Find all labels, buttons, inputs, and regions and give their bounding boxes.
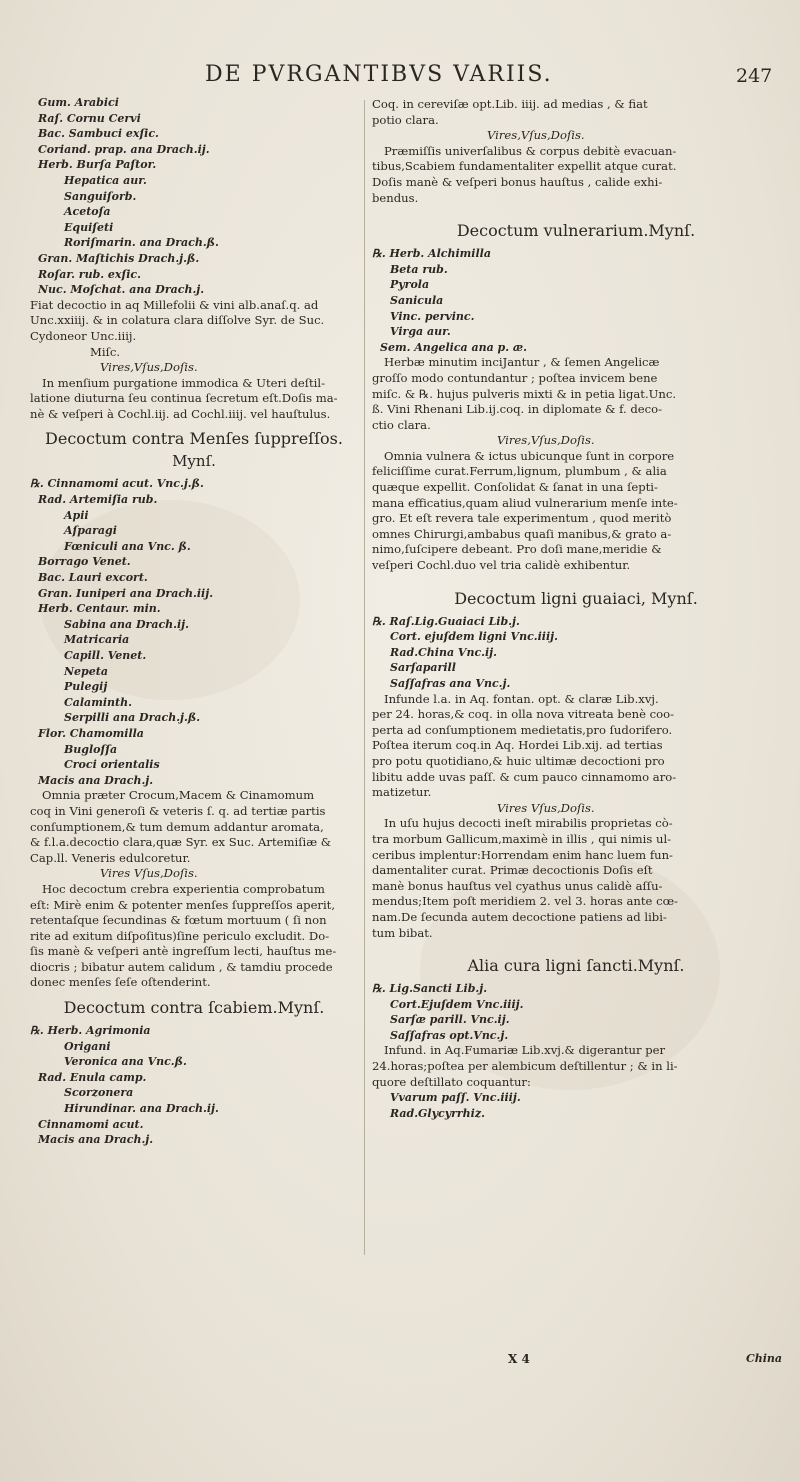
- paragraph: [30, 882, 358, 991]
- subheading: Vires,Vſus,Doſis.: [497, 433, 595, 448]
- ingredient: Virga aur.: [390, 325, 451, 339]
- ingredient: ℞. Lig.Sancti Lib.j.: [372, 982, 488, 996]
- text-line: bendus.: [372, 190, 419, 205]
- subheading: Vires Vſus,Doſis.: [100, 866, 198, 881]
- ingredient: Bugloſſa: [64, 742, 118, 756]
- recipe-list: [30, 476, 358, 788]
- text-line: In uſu hujus decocti ineſt mirabilis proprietas cò-: [384, 816, 673, 831]
- ingredient: Macis ana Drach.j.: [38, 773, 154, 787]
- subheading: Vires,Vſus,Doſis.: [487, 128, 585, 143]
- text-line: Fiat decoctio in aq Millefolii & vini alb.anaſ.q. ad: [30, 297, 319, 312]
- ingredient: Herb. Burſa Paſtor.: [38, 158, 157, 172]
- recipe-list: [372, 981, 780, 1043]
- ingredient: Flor. Chamomilla: [38, 726, 144, 740]
- preparation-text: [30, 298, 358, 360]
- column-divider: [364, 100, 365, 1255]
- page-number: 247: [736, 65, 773, 87]
- ingredient: Origani: [64, 1039, 111, 1053]
- text-line: perta ad conſumptionem medietatis,pro ſudorifero.: [372, 722, 673, 737]
- text-line: Infund. in Aq.Fumariæ Lib.xvj.& digerantur per: [384, 1043, 666, 1058]
- ingredient: Gran. Iuniperi ana Drach.iij.: [38, 586, 214, 600]
- section-heading: Alia cura ligni ſancti.Mynſ.: [467, 956, 685, 976]
- recipe-list: [372, 246, 780, 355]
- text-line: rite ad exitum diſpoſitus)ſine periculo excludit. Do-: [30, 928, 330, 943]
- ingredient: Vinc. pervinc.: [390, 309, 475, 323]
- ingredient: Pulegij: [64, 680, 108, 694]
- ingredient: ℞. Raſ.Lig.Guaiaci Lib.j.: [372, 614, 520, 628]
- ingredient: Beta rub.: [390, 262, 448, 276]
- subheading: Vires,Vſus,Doſis.: [100, 360, 198, 375]
- text-line: ſis manè & veſperi antè ingreſſum lecti, hauſtus me-: [30, 944, 337, 959]
- ingredient: Calaminth.: [64, 695, 132, 709]
- text-line: Herbæ minutim inciJantur , & ſemen Angelicæ: [384, 355, 660, 370]
- text-line: Cydoneor Unc.iiij.: [30, 328, 137, 343]
- paragraph: [372, 816, 780, 941]
- text-line: pro potu quotidiano,& huic ultimæ decoctioni pro: [372, 753, 665, 768]
- text-line: conſumptionem,& tum demum addantur aromata,: [30, 819, 324, 834]
- recipe-list: [30, 1023, 358, 1148]
- text-line: Infunde l.a. in Aq. fontan. opt. & claræ Lib.xvj.: [384, 691, 659, 706]
- text-line: Omnia præter Crocum,Macem & Cinamomum: [42, 788, 315, 803]
- text-line: quæque expellit. Conſolidat & ſanat in una ſepti-: [372, 480, 658, 495]
- ingredient: Cort. ejuſdem ligni Vnc.iiij.: [390, 630, 558, 644]
- ingredient: Sem. Angelica ana p. æ.: [380, 340, 527, 354]
- text-line: Doſis manè & veſperi bonus hauſtus , calide exhi-: [372, 174, 663, 189]
- ingredient: Pyrola: [390, 278, 430, 292]
- ingredient: Acetoſa: [64, 205, 111, 219]
- section-heading: Decoctum vulnerarium.Mynſ.: [456, 221, 696, 241]
- ingredient: Aſparagi: [64, 524, 117, 538]
- ingredient: Bac. Sambuci exſic.: [38, 127, 159, 141]
- text-line: latione diuturna ſeu continua ſecretum eſt.Doſis ma-: [30, 391, 338, 406]
- text-line: Hoc decoctum crebra experientia comprobatum: [42, 881, 325, 896]
- ingredient: Nuc. Moſchat. ana Drach.j.: [38, 283, 205, 297]
- ingredient: Veronica ana Vnc.ß.: [64, 1055, 187, 1069]
- section-heading: Decoctum contra Menſes ſuppreſſos.: [45, 429, 343, 449]
- ingredient: Sabina ana Drach.ij.: [64, 617, 189, 631]
- text-line: Miſc.: [90, 344, 121, 359]
- ingredient: Croci orientalis: [64, 758, 160, 772]
- text-line: ß. Vini Rhenani Lib.ij.coq. in diplomate & f. deco-: [372, 402, 663, 417]
- ingredient: Equiſeti: [64, 220, 114, 234]
- text-line: retentaſque ſecundinas & fœtum mortuum ( ſi non: [30, 913, 327, 928]
- ingredient: ℞. Cinnamomi acut. Vnc.j.ß.: [30, 477, 204, 491]
- text-line: Cap.ll. Veneris edulcoretur.: [30, 850, 191, 865]
- ingredient: Rad.China Vnc.ij.: [390, 645, 497, 659]
- ingredient: Cort.Ejuſdem Vnc.iiij.: [390, 997, 524, 1011]
- text-line: omnes Chirurgi,ambabus quaſi manibus,& grato a-: [372, 526, 672, 541]
- text-line: tra morbum Gallicum,maximè in illis , qui nimis ul-: [372, 831, 672, 846]
- ingredient: Capill. Venet.: [64, 649, 147, 662]
- text-line: coq in Vini generoſi & veteris ſ. q. ad tertiæ partis: [30, 803, 326, 818]
- recipe-list: [30, 95, 358, 298]
- text-line: matizetur.: [372, 785, 432, 800]
- ingredient: Rad. Artemiſia rub.: [38, 493, 158, 507]
- text-line: In menſium purgatione immodica & Uteri deſtil-: [42, 375, 326, 390]
- section-heading: Decoctum ligni guaiaci, Mynſ.: [454, 588, 698, 608]
- ingredient: Nepeta: [64, 664, 108, 678]
- paragraph: [372, 1043, 780, 1090]
- paragraph: [372, 692, 780, 801]
- ingredient: Cinnamomi acut.: [38, 1117, 144, 1131]
- text-line: eſt: Mirè enim & potenter menſes ſuppreſſos aperit,: [30, 897, 336, 912]
- ingredient: Fœniculi ana Vnc. ß.: [64, 539, 191, 553]
- recipe-list: [372, 614, 780, 692]
- signature-mark: X 4: [508, 1352, 530, 1366]
- text-line: Præmiſſis univerſalibus & corpus debitè evacuan-: [384, 143, 677, 158]
- paragraph: [372, 449, 780, 574]
- text-line: potio clara.: [372, 112, 439, 127]
- ingredient: Hepatica aur.: [64, 173, 147, 187]
- text-line: quore deſtillato coquantur:: [372, 1074, 531, 1089]
- text-line: mana efficatius,quam aliud vulnerarium menſe inte-: [372, 495, 678, 510]
- ingredient: Gum. Arabici: [38, 96, 119, 109]
- paragraph: [30, 376, 358, 423]
- ingredient: Rad. Enula camp.: [38, 1070, 147, 1084]
- ingredient: Sanicula: [390, 293, 444, 307]
- text-line: groſſo modo contundantur ; poſtea invicem bene: [372, 370, 658, 385]
- ingredient: Gran. Maſtichis Drach.j.ß.: [38, 251, 200, 265]
- catchword: China: [746, 1352, 783, 1365]
- ingredient: Macis ana Drach.j.: [38, 1133, 154, 1147]
- text-line: Poſtea iterum coq.in Aq. Hordei Lib.xij. ad tertias: [372, 738, 663, 753]
- ingredient: Herb. Centaur. min.: [38, 602, 161, 616]
- ingredient: Saſſafras ana Vnc.j.: [390, 677, 511, 690]
- ingredient: Sarſæ parill. Vnc.ij.: [390, 1013, 510, 1027]
- text-line: tum bibat.: [372, 925, 433, 940]
- left-column: [30, 95, 358, 1148]
- text-line: manè bonus hauſtus vel cyathus unus calidè aſſu-: [372, 878, 663, 893]
- text-line: donec menſes ſeſe oſtenderint.: [30, 975, 211, 990]
- text-line: miſc. & ℞. hujus pulveris mixti & in petia ligat.Unc.: [372, 386, 677, 401]
- text-line: nimo,ſuſcipere debeant. Pro doſi mane,meridie &: [372, 542, 662, 557]
- text-line: libitu adde uvas paſſ. & cum pauco cinnamomo aro-: [372, 769, 677, 784]
- ingredient: Sanguiſorb.: [64, 189, 137, 203]
- text-line: tibus,Scabiem fundamentaliter expellit atque curat.: [372, 159, 677, 174]
- text-line: Omnia vulnera & ictus ubicunque ſunt in corpore: [384, 448, 675, 463]
- text-line: nam.De ſecunda autem decoctione patiens ad libi-: [372, 909, 667, 924]
- text-line: ctio clara.: [372, 417, 431, 432]
- ingredient: Raſ. Cornu Cervi: [38, 111, 141, 125]
- ingredient: ℞. Herb. Agrimonia: [30, 1024, 151, 1038]
- ingredient: Rad.Glycyrrhiz.: [390, 1106, 485, 1120]
- section-heading-author: Mynſ.: [172, 452, 216, 471]
- text-line: ceribus implentur:Horrendam enim hanc luem fun-: [372, 847, 673, 862]
- ingredient: Matricaria: [64, 633, 130, 647]
- ingredient: Roriſmarin. ana Drach.ß.: [64, 236, 219, 250]
- right-column: [372, 97, 780, 1121]
- ingredient: Apii: [64, 508, 89, 522]
- ingredient: Saſſafras opt.Vnc.j.: [390, 1028, 509, 1042]
- ingredient: Sarſaparill: [390, 661, 456, 675]
- text-line: veſperi Cochl.duo vel tria calidè exhibentur.: [372, 558, 631, 573]
- section-heading: Decoctum contra ſcabiem.Mynſ.: [63, 998, 325, 1018]
- text-line: nè & veſperi à Cochl.iij. ad Cochl.iiij. vel hauſtulus.: [30, 406, 331, 421]
- text-line: Unc.xxiiij. & in colatura clara diſſolve Syr. de Suc.: [30, 313, 325, 328]
- ingredient: Scorzonera: [64, 1086, 134, 1100]
- text-line: feliciſſime curat.Ferrum,lignum, plumbum , & alia: [372, 464, 667, 479]
- ingredient: Borrago Venet.: [38, 555, 131, 569]
- paragraph: [372, 97, 780, 128]
- ingredient: ℞. Herb. Alchimilla: [372, 247, 491, 261]
- text-line: & f.l.a.decoctio clara,quæ Syr. ex Suc. Artemiſiæ &: [30, 835, 332, 850]
- page-title: DE PVRGANTIBVS VARIIS.: [205, 62, 553, 87]
- paragraph: [372, 355, 780, 433]
- recipe-list: [372, 1090, 780, 1121]
- text-line: diocris ; bibatur autem calidum , & tamdiu procede: [30, 959, 333, 974]
- paragraph: [30, 788, 358, 866]
- text-line: damentaliter curat. Primæ decoctionis Doſis eſt: [372, 863, 653, 878]
- text-line: Coq. in cereviſæ opt.Lib. iiij. ad medias , & fiat: [372, 97, 648, 111]
- ingredient: Bac. Lauri excort.: [38, 571, 148, 585]
- ingredient: Vvarum paſſ. Vnc.iiij.: [390, 1091, 521, 1105]
- text-line: 24.horas;poſtea per alembicum deſtillentur ; & in li-: [372, 1059, 678, 1074]
- ingredient: Serpilli ana Drach.j.ß.: [64, 711, 201, 725]
- text-line: gro. Et eſt revera tale experimentum , quod meritò: [372, 511, 672, 526]
- ingredient: Roſar. rub. exſic.: [38, 267, 141, 281]
- text-line: per 24. horas,& coq. in olla nova vitreata benè coo-: [372, 707, 675, 722]
- ingredient: Coriand. prap. ana Drach.ij.: [38, 142, 210, 156]
- ingredient: Hirundinar. ana Drach.ij.: [64, 1102, 219, 1116]
- running-header: [0, 62, 800, 96]
- paragraph: [372, 144, 780, 206]
- subheading: Vires Vſus,Doſis.: [497, 800, 595, 815]
- text-line: mendus;Item poſt meridiem 2. vel 3. horas ante cœ-: [372, 894, 678, 909]
